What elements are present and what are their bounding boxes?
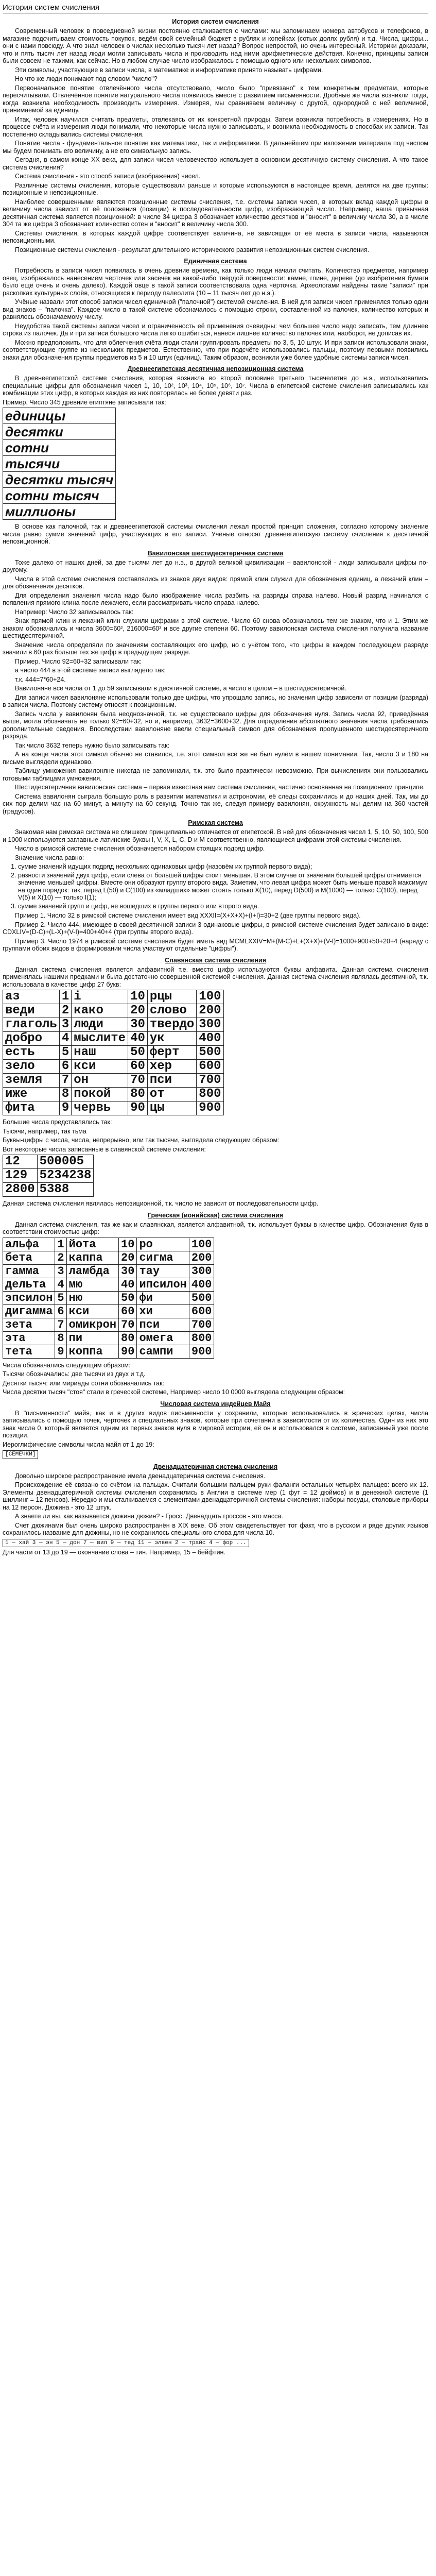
table-cell: 400	[197, 1032, 223, 1046]
paragraph: Число в римской системе счисления обозначается набором стоящих подряд цифр.	[15, 845, 265, 852]
paragraph: Большие числа представлялись так:	[3, 1118, 112, 1126]
table-cell: 10	[128, 990, 148, 1004]
table-cell: веди	[3, 1004, 60, 1018]
paragraph: Позиционные системы счисления - результат длительного исторического развития непозиционных систем счисления.	[15, 246, 370, 253]
section-greek	[3, 1212, 428, 1396]
table-cell: тау	[137, 1264, 189, 1278]
paragraph: Данная система счисления являлась непозиционной, т.к. число не зависит от последовательности цифр.	[3, 1200, 319, 1207]
table-cell: хи	[137, 1304, 189, 1318]
paragraph: Числа обозначались следующим образом:	[3, 1361, 131, 1369]
table-row	[3, 1318, 214, 1331]
paragraph: Знакомая нам римская система не слишком принципиально отличается от египетской. В ней для обозначения чисел 1, 5, 10, 50, 100, 500 и 1000 используются заглавные латинские буквы I, V, X, L, C, D и M соответственно, являющиеся цифрами этой системы счисления.	[3, 828, 428, 843]
table-cell: 600	[197, 1060, 223, 1074]
table-cell: 40	[119, 1278, 137, 1291]
paragraph: Тысячи, например, так тьма	[3, 1127, 86, 1135]
paragraph: Потребность в записи чисел появилась в очень древние времена, как только люди начали считать. Количество предметов, например овец, изображалось нанесением чёрточек или засечек на какой-либо твёрдой поверхности: камне, глине, дереве (до изобретения бумаги было ещё очень и очень далеко). Каждой овце в такой записи соответствовала одна чёрточка. Археологами найдены такие "записи" при раскопках культурных слоёв, относящихся к периоду палеолита (10 – 11 тысяч лет до н.э.).	[3, 267, 428, 297]
table-cell: како	[72, 1004, 128, 1018]
table-cell: 800	[197, 1088, 223, 1101]
table-cell: земля	[3, 1074, 60, 1088]
paragraph: Числа в этой системе счисления составлялись из знаков двух видов: прямой клин служил для обозначения единиц, а лежачий клин – для обозначения десятков.	[3, 575, 428, 590]
paragraph: Система вавилонян сыграла большую роль в развитии математики и астрономии, её следы сохранились и до наших дней. Так, мы до сих пор делим час на 60 минут, а минуту на 60 секунд. Точно так же, следуя примеру вавилонян, окружность мы делим на 360 частей (градусов).	[3, 792, 428, 815]
paragraph: Понятие числа - фундаментальное понятие как математики, так и информатики. В дальнейшем при изложении материала под числом мы будем понимать его величину, а не его символьную запись.	[3, 140, 428, 155]
table-cell: 5	[55, 1291, 66, 1304]
table-cell: эпсилон	[3, 1291, 55, 1304]
table-cell: 70	[128, 1074, 148, 1088]
table-cell: дельта	[3, 1278, 55, 1291]
table-cell: 600	[189, 1304, 214, 1318]
table-cell: 9	[55, 1345, 66, 1358]
table-cell: твердо	[147, 1018, 196, 1032]
table-row	[3, 1004, 224, 1018]
table-row	[3, 1238, 214, 1251]
table-cell: фи	[137, 1291, 189, 1304]
paragraph: Буквы-цифры с числа, числа, непрерывно, или так тысячи, выглядела следующим образом:	[3, 1137, 280, 1144]
table-cell: 10	[119, 1238, 137, 1251]
paragraph: Пример 3. Число 1974 в римской системе счисления будет иметь вид MCMLXXIV=M+(M-C)+L+(X+X)+(V-I)=1000+900+50+20+4 (наряду с группами обоих видов в формировании числа участвуют отдельные "цифры").	[3, 937, 428, 952]
table-cell: 30	[128, 1018, 148, 1032]
paragraph: В древнеегипетской системе счисления, которая возникла во второй половине третьего тысячелетия до н.э., использовались специальные цифры для обозначения чисел 1, 10, 10², 10³, 10⁴, 10⁵, 10⁶, 10⁷. Числа в египетской системе счисления записывались как комбинации этих цифр, в которых каждая из них повторялась не более девяти раз.	[3, 375, 428, 397]
table-cell: 800	[189, 1331, 214, 1345]
table-cell: сигма	[137, 1251, 189, 1264]
table-cell: есть	[3, 1046, 60, 1060]
paragraph: Тоже далеко от наших дней, за две тысячи лет до н.э., в другой великой цивилизации – вавилонской - люди записывали цифры по-другому.	[3, 558, 428, 573]
document-page	[0, 3, 431, 1563]
table-row	[3, 1032, 224, 1046]
table-cell: 3	[55, 1264, 66, 1278]
table-cell: 60	[128, 1060, 148, 1074]
table-cell: эта	[3, 1331, 55, 1345]
paragraph: Но что же люди понимают под словом "число"?	[15, 75, 158, 82]
paragraph: Эти символы, участвующие в записи числа, в математике и информатике принято называть цифрами.	[15, 66, 323, 74]
table-cell: 8	[55, 1331, 66, 1345]
rules-list	[18, 863, 428, 910]
section-heading: Вавилонская шестидесятеричная система	[147, 549, 284, 557]
table-cell: 900	[197, 1101, 223, 1115]
table-cell: ук	[147, 1032, 196, 1046]
paragraph: В "письменности" майя, как и в других видов письменности у сохранили, которые использовались в жреческих целях, числа записывались с помощью точек, черточек и специальных знаков, которые при сочетании в зависимости от их количества. Один из них это знак числа 0, который является одним из первых знаков нуля в мировой истории, её он и использовался в системе, записанный уже после позиции.	[3, 1409, 428, 1439]
section-roman	[3, 819, 428, 953]
table-cell: коппа	[66, 1345, 118, 1358]
table-cell: 80	[128, 1088, 148, 1101]
table-cell: 3	[59, 1018, 71, 1032]
table-cell: тысячи	[3, 456, 116, 472]
paragraph: А на конце числа этот символ обычно не ставился, т.е. этот символ всё же не был нулём в нашем понимании. Так, число 3 и 180 на письме выглядели одинаково.	[3, 751, 428, 766]
section-slavic	[3, 957, 428, 1208]
table-cell: пси	[147, 1074, 196, 1088]
paragraph: Тысячи обозначались: две тысячи из двух и т.д.	[3, 1370, 146, 1378]
table-cell: наш	[72, 1046, 128, 1060]
table-cell: рцы	[147, 990, 196, 1004]
paragraph: В основе как палочной, так и древнеегипетской системы счисления лежал простой принцип сложения, согласно которому значение числа равно сумме значений цифр, участвующих в его записи. Учёные относят древнеегипетскую систему счисления к десятичной непозиционной.	[3, 523, 428, 545]
section-heading: Славянская система счисления	[165, 956, 266, 964]
paragraph: Данная система счисления, так же как и славянская, является алфавитной, т.к. использует буквы в качестве цифр. Обозначения букв в соответствии стоимостью цифр:	[3, 1221, 428, 1235]
paragraph: Счет дюжинами был очень широко распространён в XIX веке. Об этом свидетельствует тот факт, что в русском и ряде других языков сохранилось название для дюжины, но не сохранилось специального слова для числа 10.	[3, 1521, 428, 1536]
paragraph: Происхождение её связано со счётом на пальцах. Считали большим пальцем руки фаланги остальных четырёх пальцев: всего их 12. Элементы двенадцатеричной системы счисления сохранились в Англии в системе мер (1 фут = 12 дюймов) и в денежной системе (1 шиллинг = 12 пенсов). Нередко и мы сталкиваемся с элементами двенадцатеричной системы счисления: наборы посуды, столовые приборы на 12 персон. Дюжина - это 12 штук.	[3, 1481, 428, 1511]
paragraph: Значение числа определяли по значениям составляющих его цифр, но с учётом того, что цифры в каждом последующем разряде значили в 60 раз больше тех же цифр в предыдущем разряде.	[3, 641, 428, 656]
table-cell: 7	[55, 1318, 66, 1331]
table-cell: кси	[72, 1060, 128, 1074]
table-cell: пси	[137, 1318, 189, 1331]
table-cell: 200	[189, 1251, 214, 1264]
section-maya	[3, 1400, 428, 1459]
paragraph: Пример. Число 92=60+32 записывали так:	[15, 657, 142, 665]
table-cell: 500	[197, 1046, 223, 1060]
paragraph: Наиболее совершенными являются позиционные системы счисления, т.е. системы записи чисел, в которых вклад каждой цифры в величину числа зависит от её положения (позиции) в последовательности цифр, изображающей число. Например, наша привычная десятичная система является позиционной: в числе 34 цифра 3 обозначает количество десятков и "вносит" в величину числа 30, а в числе 304 та же цифра 3 обозначает количество сотен и "вносит" в величину числа 300.	[3, 198, 428, 228]
table-cell: аз	[3, 990, 60, 1004]
table-cell: омега	[137, 1331, 189, 1345]
table-cell: 2	[59, 1004, 71, 1018]
table-row	[3, 1018, 224, 1032]
paragraph: Например: Число 32 записывалось так:	[15, 608, 134, 616]
table-cell: ипсилон	[137, 1278, 189, 1291]
table-cell: 9	[59, 1101, 71, 1115]
table-cell: 8	[59, 1088, 71, 1101]
table-cell: 5	[59, 1046, 71, 1060]
table-cell: 500	[189, 1291, 214, 1304]
section-history	[3, 18, 428, 253]
paragraph: Десятки тысяч: или мириады сотни обозначались так:	[3, 1379, 165, 1387]
table-cell: каппа	[66, 1251, 118, 1264]
table-cell: дигамма	[3, 1304, 55, 1318]
paragraph: Система счисления - это способ записи (изображения) чисел.	[15, 173, 201, 180]
table-cell: 700	[189, 1318, 214, 1331]
paragraph: Для части от 13 до 19 — окончание слова – тин. Например, 15 – бейфтин.	[3, 1549, 225, 1556]
table-cell: мыслите	[72, 1032, 128, 1046]
paragraph: Различные системы счисления, которые существовали раньше и которые используются в настоящее время, делятся на две группы: позиционные и непозиционные.	[3, 181, 428, 196]
table-cell: от	[147, 1088, 196, 1101]
table-cell: 6	[59, 1060, 71, 1074]
section-heading: Единичная система	[184, 258, 247, 265]
table-cell: гамма	[3, 1264, 55, 1278]
table-cell: зело	[3, 1060, 60, 1074]
table-row	[3, 1345, 214, 1358]
table-row	[3, 990, 224, 1004]
paragraph: Запись числа у вавилонян была неоднозначной, т.к. не существовало цифры для обозначения нуля. Запись числа 92, приведённая выше, могла обозначать не только 92=60+32, но и, например, 3632=3600+32. Для определения абсолютного значения числа требовались дополнительные сведения. Впоследствии вавилоняне ввели специальный символ для обозначения пропущенного шестидесятеричного разряда.	[3, 710, 428, 740]
table-cell: 1	[55, 1238, 66, 1251]
paragraph: Шестидесятеричная вавилонская система – первая известная нам система счисления, частично основанная на позиционном принципе.	[15, 784, 425, 791]
slavic-examples-table	[3, 1155, 94, 1197]
table-row	[3, 1074, 224, 1088]
table-cell: 500005	[37, 1155, 94, 1169]
table-cell: альфа	[3, 1238, 55, 1251]
table-row	[3, 1264, 214, 1278]
section-unary	[3, 258, 428, 361]
table-cell: покой	[72, 1088, 128, 1101]
paragraph: Для записи чисел вавилоняне использовали только две цифры, что упрощало запись, но значения цифр зависели от позиции (разряда) в записи числа. Поэтому систему относят к позиционным.	[3, 693, 428, 708]
table-cell: ферт	[147, 1046, 196, 1060]
example-intro: Пример. Число 345 древние египтяне записывали так:	[3, 398, 166, 406]
table-cell: 90	[128, 1101, 148, 1115]
section-heading: Римская система	[188, 819, 243, 826]
paragraph: Первоначальное понятие отвлечённого числа отсутствовало, число было "привязано" к тем конкретным предметам, которые пересчитывали. Отвлечённое понятие натурального числа появилось вместе с развитием письменности. Дробные же числа возникли тогда, когда возникла необходимость производить измерения. Измеряя, мы сравниваем величину с другой, однородной с ней величиной, принимаемой за единицу.	[3, 84, 428, 114]
table-row	[3, 1251, 214, 1264]
table-cell: 50	[119, 1291, 137, 1304]
slavic-letters-table	[3, 990, 224, 1115]
table-cell: 6	[55, 1304, 66, 1318]
table-cell: 12	[3, 1155, 38, 1169]
paragraph: Знак прямой клин и лежачий клин служили цифрами в этой системе. Число 60 снова обозначалось тем же знаком, что и 1. Этим же знаком обозначались и числа 3600=60², 216000=60³ и все другие степени 60. Поэтому вавилонская система счисления получила название шестидесятеричной.	[3, 617, 428, 639]
greek-letters-table	[3, 1238, 214, 1359]
table-row	[3, 1278, 214, 1291]
table-row	[3, 1155, 94, 1169]
section-heading: Греческая (ионийская) система счисления	[147, 1211, 284, 1219]
list-item: 1. сумме значений идущих подряд нескольких одинаковых цифр (назовём их группой первого вида);	[18, 863, 428, 871]
section-heading: Числовая система индейцев Майя	[160, 1400, 271, 1408]
table-cell: сампи	[137, 1345, 189, 1358]
table-cell: он	[72, 1074, 128, 1088]
table-cell: 300	[197, 1018, 223, 1032]
paragraph: Вавилоняне все числа от 1 до 59 записывали в десятичной системе, а число в целом – в шестидесятеричной.	[15, 685, 346, 692]
paragraph: Пример 2. Число 444, имеющее в своей десятичной записи 3 одинаковые цифры, в римской системе счисления будет записано в виде: CDXLIV=(D-C)+(L-X)+(V-I)=400+40+4 (три группы второго вида).	[3, 921, 428, 936]
table-row	[3, 1046, 224, 1060]
paragraph: Неудобства такой системы записи чисел и ограниченность её применения очевидны: чем большее число надо записать, тем длиннее строка из палочек. Да и при записи большого числа легко ошибиться, нанеся лишнее количество палочек или, наоборот, не дописав их.	[3, 322, 428, 337]
paragraph: Данная система счисления является алфавитной т.е. вместо цифр используются буквы алфавита. Данная система счисления применялась нашими предками и была достаточно совершенной системой счисления. Данная система счисления являлась десятичной, т.к. использовала в качестве цифр 27 букв:	[3, 965, 428, 988]
table-cell: ню	[66, 1291, 118, 1304]
list-item: 2. разности значений двух цифр, если слева от большей цифры стоит меньшая. В этом случае от значения большей цифры отнимается значение меньшей цифры. Вместе они образуют группу второго вида. Заметим, что левая цифра может быть меньше правой максимум на один порядок: так, перед L(50) и C(100) из «младших» может стоять только X(10), перед D(500) и M(1000) — только C(100), перед V(5) и X(10) — только I(1);	[18, 872, 428, 902]
paragraph: Можно предположить, что для облегчения счёта люди стали группировать предметы по 3, 5, 10 штук. И при записи использовали знаки, соответствующие группе из нескольких предметов. Естественно, что при подсчёте использовались пальцы, поэтому первыми появились знаки для обозначения группы предметов из 5 и 10 штук (единиц). Таким образом, возникли уже более удобные системы записи чисел.	[3, 338, 428, 361]
table-cell: пи	[66, 1331, 118, 1345]
table-cell: добро	[3, 1032, 60, 1046]
maya-image-placeholder: [СЕМЕЧКИ]	[3, 1450, 38, 1459]
table-cell: ламбда	[66, 1264, 118, 1278]
paragraph: Современный человек в повседневной жизни постоянно сталкивается с числами: мы запоминаем номера автобусов и телефонов, в магазине подсчитываем стоимость покупок, ведём свой семейный бюджет в рублях и копейках (сотых долях рубля) и т.д. Числа, цифры... они с нами повсюду. А что знал человек о числах несколько тысяч лет назад? Вопрос непростой, но очень интересный. Историки доказали, что и пять тысяч лет назад люди могли записывать числа и производить над ними арифметические действия. Конечно, принципы записи были совсем не такими, как сейчас. Но в любом случае число изображалось с помощью одного или нескольких символов.	[3, 27, 428, 64]
table-cell: 129	[3, 1169, 38, 1183]
table-cell: кси	[66, 1304, 118, 1318]
list-item: 3. сумме значений групп и цифр, не вошедших в группы первого или второго вида.	[18, 903, 428, 910]
table-cell: слово	[147, 1004, 196, 1018]
section-heading: История систем счисления	[172, 18, 259, 25]
paragraph: Пример 1. Число 32 в римской системе счисления имеет вид XXXII=(X+X+X)+(I+I)=30+2 (две группы первого вида).	[15, 912, 361, 919]
paragraph: А знаете ли вы, как называется дюжина дюжин? - Гросс. Двенадцать гроссов - это масса.	[15, 1513, 283, 1520]
section-duodecimal	[3, 1463, 428, 1556]
table-cell: 40	[128, 1032, 148, 1046]
table-cell: 200	[197, 1004, 223, 1018]
section-heading: Двенадцатеричная система счисления	[153, 1463, 278, 1470]
table-row	[3, 1169, 94, 1183]
table-row	[3, 1060, 224, 1074]
table-cell: 80	[119, 1331, 137, 1345]
table-cell: цы	[147, 1101, 196, 1115]
table-cell: 4	[59, 1032, 71, 1046]
paragraph: Иероглифические символы числа майя от 1 до 19:	[3, 1440, 154, 1448]
table-cell: 60	[119, 1304, 137, 1318]
section-heading: Древнеегипетская десятичная непозиционная система	[127, 365, 304, 372]
paragraph: Значение числа равно:	[15, 854, 84, 861]
table-cell: 7	[59, 1074, 71, 1088]
number-names-box: 1 — хай 3 — эн 5 — дон 7 — вил 9 — тед 11 — элвен 2 — трайс 4 — фор ...	[3, 1539, 249, 1548]
paragraph: Для определения значения числа надо было изображение числа разбить на разряды справа налево. Новый разряд начинался с появления прямого клина после лежачего, если рассматривать число справа налево.	[3, 591, 428, 606]
table-cell: сотни	[3, 440, 116, 456]
egyptian-words-table	[3, 408, 116, 520]
table-cell: 700	[197, 1074, 223, 1088]
table-cell: червь	[72, 1101, 128, 1115]
section-egyptian	[3, 365, 428, 546]
table-cell: 5234238	[37, 1169, 94, 1183]
table-row	[3, 1101, 224, 1115]
table-cell: 20	[128, 1004, 148, 1018]
paragraph: а число 444 в этой системе записи выглядело так:	[15, 667, 166, 674]
section-babylonian	[3, 550, 428, 816]
table-cell: ро	[137, 1238, 189, 1251]
table-cell: омикрон	[66, 1318, 118, 1331]
table-cell: мю	[66, 1278, 118, 1291]
page-title: История систем счисления	[3, 3, 428, 14]
table-row	[3, 1183, 94, 1197]
paragraph: Таблицу умножения вавилоняне никогда не запоминали, т.к. это было практически невозможно. При вычислениях они пользовались готовыми таблицами умножения.	[3, 767, 428, 782]
table-cell: миллионы	[3, 504, 116, 520]
table-cell: 50	[128, 1046, 148, 1060]
paragraph: Вот некоторые числа записанные в славянской системе счисления:	[3, 1145, 206, 1153]
paragraph: Сегодня, в самом конце XX века, для записи чисел человечество использует в основном десятичную систему счисления. А что такое система счисления?	[3, 156, 428, 171]
table-cell: иже	[3, 1088, 60, 1101]
table-cell: единицы	[3, 408, 116, 424]
paragraph: Системы счисления, в которых каждой цифре соответствует величина, не зависящая от её места в записи числа, называются непозиционными.	[3, 229, 428, 244]
table-cell: 900	[189, 1345, 214, 1358]
table-cell: 20	[119, 1251, 137, 1264]
table-cell: сотни тысяч	[3, 488, 116, 504]
table-cell: глаголь	[3, 1018, 60, 1032]
table-cell: 100	[197, 990, 223, 1004]
table-cell: 5388	[37, 1183, 94, 1197]
table-cell: йота	[66, 1238, 118, 1251]
paragraph: Довольно широкое распространение имела двенадцатеричная система счисления.	[15, 1472, 266, 1480]
table-row	[3, 1088, 224, 1101]
table-cell: хер	[147, 1060, 196, 1074]
table-cell: 2	[55, 1251, 66, 1264]
table-cell: бета	[3, 1251, 55, 1264]
table-cell: 300	[189, 1264, 214, 1278]
table-cell: десятки	[3, 424, 116, 440]
paragraph: Итак, человек научился считать предметы, отвлекаясь от их конкретной природы. Затем возникла потребность в измерениях. Но в процессе счёта и измерения люди понимали, что некоторые числа нужно записывать, и возникла необходимость в способах их записи. Так постепенно складывались системы счисления.	[3, 115, 428, 138]
paragraph: Числа десятки тысяч "стоя" стали в греческой системе, Например число 10 0000 выглядела следующим образом:	[3, 1388, 345, 1396]
table-cell: 2800	[3, 1183, 38, 1197]
table-cell: 1	[59, 990, 71, 1004]
table-cell: 30	[119, 1264, 137, 1278]
table-cell: зета	[3, 1318, 55, 1331]
table-cell: i	[72, 990, 128, 1004]
table-cell: люди	[72, 1018, 128, 1032]
table-cell: 100	[189, 1238, 214, 1251]
table-cell: десятки тысяч	[3, 472, 116, 488]
table-cell: 90	[119, 1345, 137, 1358]
table-cell: 70	[119, 1318, 137, 1331]
paragraph: т.к. 444=7*60+24.	[15, 675, 66, 683]
table-row	[3, 1331, 214, 1345]
table-row	[3, 1291, 214, 1304]
table-cell: фита	[3, 1101, 60, 1115]
paragraph: Учёные назвали этот способ записи чисел единичной ("палочной") системой счисления. В ней для записи чисел применялся только один вид знаков – "палочка". Каждое число в такой системе обозначалось с помощью строки, составленной из палочек, количество которых и равнялось обозначаемому числу.	[3, 298, 428, 320]
table-cell: тета	[3, 1345, 55, 1358]
paragraph: Так число 3632 теперь нужно было записывать так:	[15, 741, 170, 749]
table-cell: 4	[55, 1278, 66, 1291]
table-row	[3, 1304, 214, 1318]
table-cell: 400	[189, 1278, 214, 1291]
